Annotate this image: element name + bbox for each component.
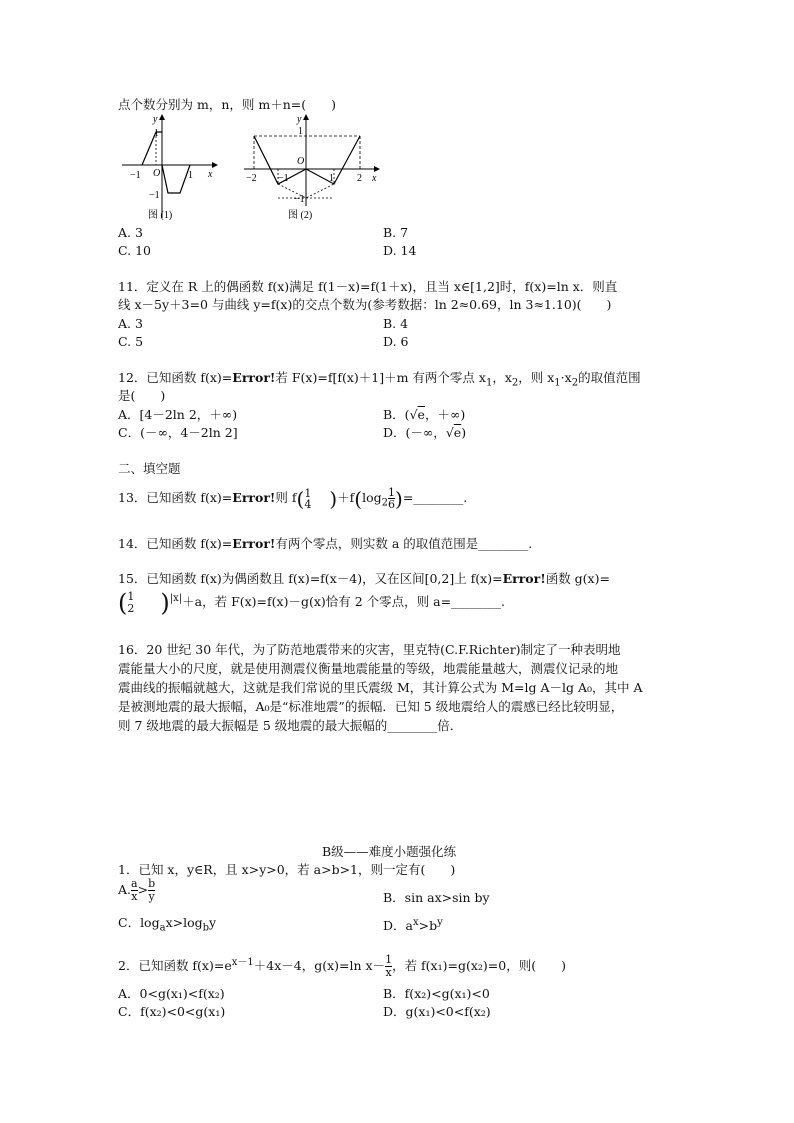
fig2-tick-x-neg1: −1 [278,173,289,184]
q15-stem-line2: ( 1 2 )$^{|x|}$＋a，若 F(x)=f(x)－g(x)恰有 2 个零点，则 a=________. [118,588,506,617]
q12-option-b: B．(√e，＋∞) [383,407,466,422]
section-heading-b: B级——难度小题强化练 [322,844,457,859]
intro-line: 点个数分别为 m，n，则 m＋n=( ) [118,97,336,112]
section-heading-fill-in: 二、填空题 [118,461,181,476]
q12-option-a: A．[4－2ln 2，＋∞) [118,407,238,422]
q12-stem-line2: 是( ) [118,388,166,403]
q10-option-c: C. 10 [118,243,151,258]
fig1-tick-x-neg: −1 [130,170,141,181]
b1-option-d: D．$a^x>b^y$ [383,917,443,934]
q12-option-c: C．(－∞，4－2ln 2] [118,425,238,440]
q10-option-a: A. 3 [118,225,143,240]
q11-stem-line1: 11．定义在 R 上的偶函数 f(x)满足 f(1－x)=f(1＋x)，且当 x∈[1,2]时，f(x)=ln x．则直 [118,279,618,294]
q11-option-a: A. 3 [118,316,143,331]
fig2-tick-x-pos2: 2 [357,173,362,184]
fig1-tick-y-pos: 1 [154,128,159,139]
q10-option-d: D. 14 [383,243,417,258]
q15-stem-line1: 15．已知函数 f(x)为偶函数且 f(x)=f(x－4)，又在区间[0,2]上 f(x)=Error!函数 g(x)= [118,571,610,586]
fig1-y-label: y [153,114,158,125]
b2-option-a: A．0<g(x₁)<f(x₂) [118,986,225,1001]
q11-stem-line2: 线 x－5y＋3=0 与曲线 y=f(x)的交点个数为(参考数据：ln 2≈0.69，ln 3≈1.10)( ) [118,297,612,312]
b1-option-a: A. $\frac{a}{x}$ > $\frac{b}{y}$ [118,877,156,903]
fig1-tick-y-neg: −1 [149,190,160,201]
q16-stem-line5: 则 7 级地震的最大振幅是 5 级地震的最大振幅的________倍． [118,718,463,733]
sqrt-symbol: √ [445,425,454,440]
fig1-x-label: x [208,169,213,180]
fig1-tick-x-pos: 1 [188,170,193,181]
b2-option-b: B．f(x₂)<g(x₁)<0 [383,986,490,1001]
fig2-tick-y-pos: 1 [298,126,303,137]
b2-option-d: D．g(x₁)<0<f(x₂) [383,1004,491,1019]
figure-2 [240,112,382,220]
fig2-tick-y-neg: −1 [294,194,305,205]
q16-stem-line3: 震曲线的振幅就越大，这就是我们常说的里氏震级 M，其计算公式为 M=lg A－lg A₀，其中 A [118,680,643,695]
q11-option-c: C. 5 [118,334,144,349]
q12-stem-line1: 12．已知函数 f(x)=Error!若 F(x)=f[f(x)＋1]＋m 有两个零点 $x_1$，$x_2$，则 $x_1\cdot x_2$的取值范围 [118,370,641,389]
b1-option-b: B．sin ax>sin by [383,890,490,905]
fig2-x-label: x [372,173,377,184]
q16-stem-line1: 16．20 世纪 30 年代，为了防范地震带来的灾害，里克特(C.F.Richter)制定了一种表明地 [118,642,621,657]
fig1-caption: 图 (1) [148,210,173,220]
figure-1 [118,112,218,220]
sqrt-symbol: √ [409,407,418,422]
q10-option-b: B. 7 [383,225,409,240]
error-marker: Error! [232,370,276,385]
fig2-caption: 图 (2) [288,210,313,220]
q14-stem: 14．已知函数 f(x)=Error!有两个零点，则实数 a 的取值范围是________. [118,536,533,551]
fig2-tick-x-pos1: 1 [329,173,334,184]
q16-stem-line4: 是被测地震的最大振幅，A₀是“标准地震”的振幅．已知 5 级地震给人的震感已经比较明显， [118,699,624,714]
q11-option-d: D. 6 [383,334,409,349]
b2-stem: 2．已知函数 $f(x)=e^{x-1}+4x-4$，g(x)=ln x－ $\frac{1}{x}$ ，若 f(x₁)=g(x₂)=0，则( ) [118,953,566,980]
q12-option-d: D．(－∞，√e) [383,425,467,440]
q16-stem-line2: 震能量大小的尺度，就是使用测震仪衡量地震能量的等级，地震能量越大，测震仪记录的地 [118,661,619,676]
fig1-origin: O [153,168,161,179]
b2-option-c: C．f(x₂)<0<g(x₁) [118,1004,226,1019]
q13-stem: 13．已知函数 f(x)=Error!则 f( 1 4 )$+f(\log_2$ $\frac{1}{6}$ )=________. [118,486,468,511]
b1-option-c: C．$\log_ax>\log_by$ [118,915,217,934]
fig2-tick-x-neg2: −2 [246,173,257,184]
b1-stem: 1．已知 x，y∈R，且 x>y>0，若 a>b>1，则一定有( ) [118,862,456,877]
fig2-origin: O [297,156,305,167]
q11-option-b: B. 4 [383,316,409,331]
fig2-y-label: y [297,114,302,125]
